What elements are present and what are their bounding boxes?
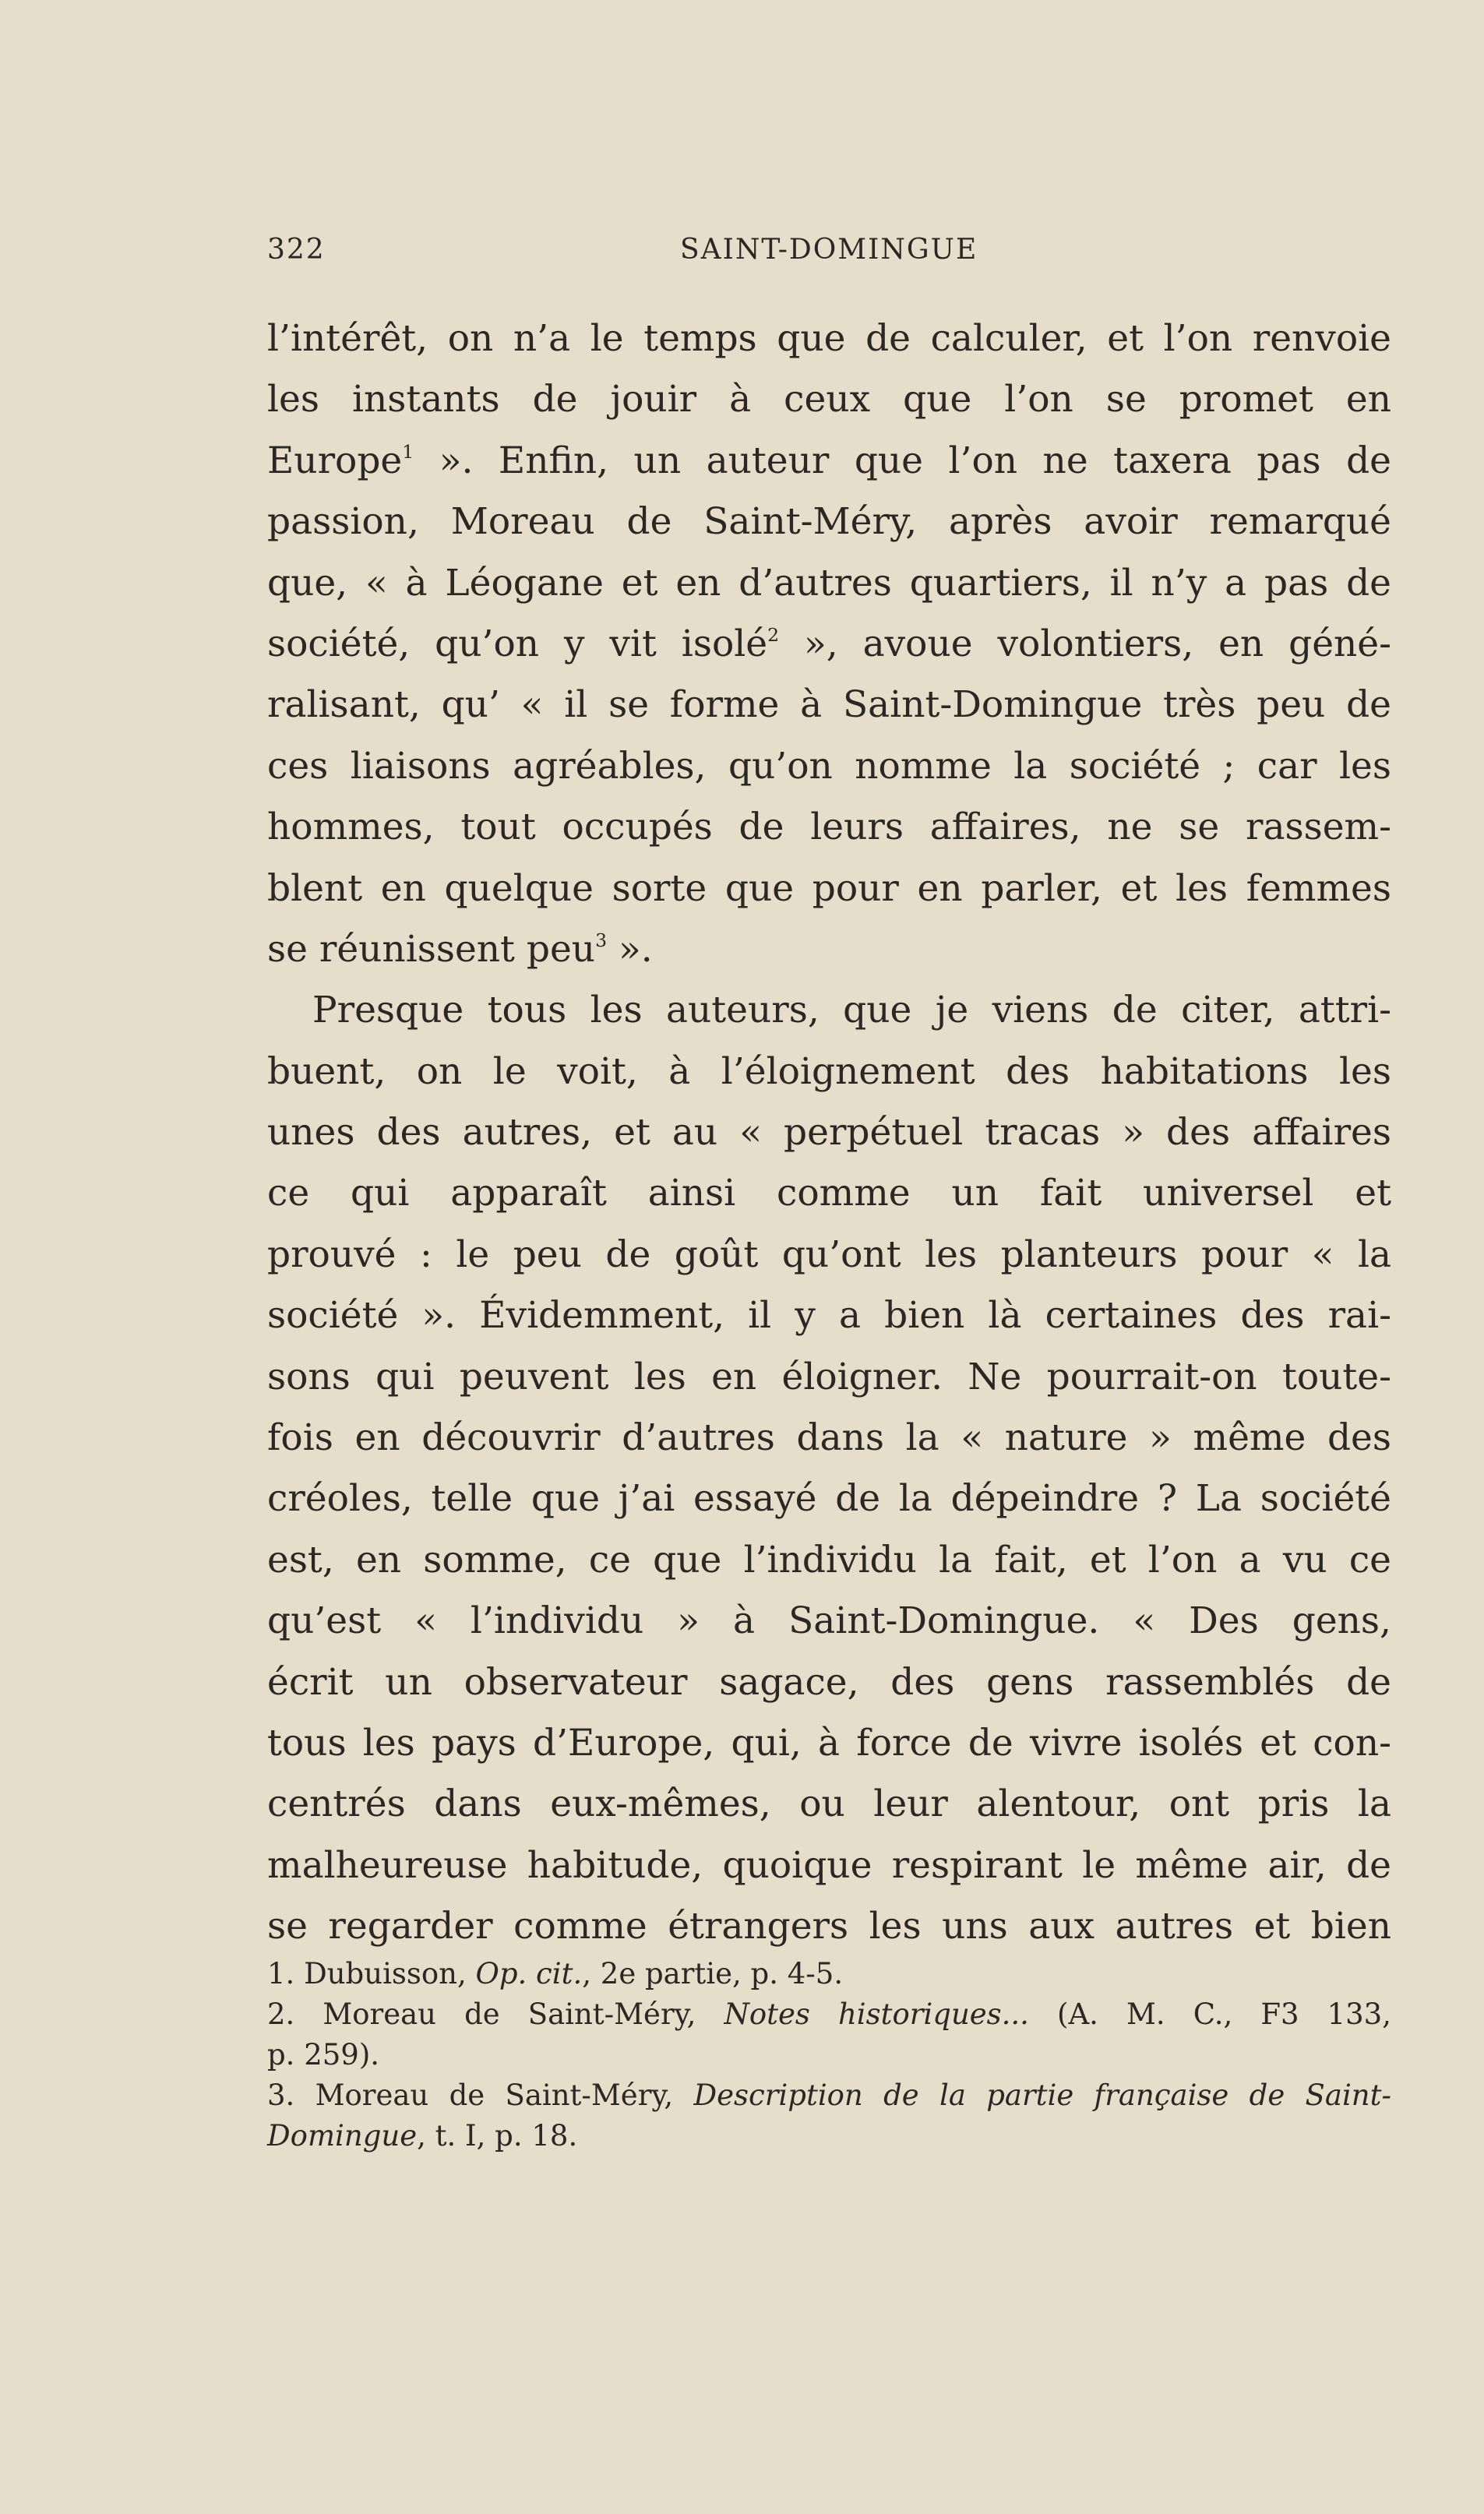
page-number: 322 (267, 234, 326, 266)
text-fragment: se réunissent peu (267, 927, 596, 971)
text-line: ce qui apparaît ainsi comme un fait universel et (267, 1172, 1391, 1215)
text-line: ces liaisons agréables, qu’on nomme la société ; car les (267, 744, 1391, 788)
text-line: créoles, telle que j’ai essayé de la dépeindre ? La société (267, 1477, 1391, 1521)
text-fragment: société, qu’on y vit isolé (267, 622, 768, 665)
footnote-italic: Domingue (267, 2119, 418, 2153)
text-line: les instants de jouir à ceux que l’on se promet en (267, 378, 1391, 421)
text-line: centrés dans eux-mêmes, ou leur alentour, ont pris la (267, 1782, 1391, 1826)
text-line: tous les pays d’Europe, qui, à force de vivre isolés et con- (267, 1721, 1391, 1765)
footnote-3-cont (267, 2116, 1391, 2156)
footnote-text: (A. M. C., F3 133, (1028, 1997, 1391, 2031)
text-line: malheureuse habitude, quoique respirant le même air, de (267, 1843, 1391, 1887)
footnote-italic: Notes historiques... (724, 1997, 1029, 2031)
footnote-2 (267, 1994, 1391, 2035)
text-line: hommes, tout occupés de leurs affaires, ne se rassem- (267, 806, 1391, 849)
footnote-italic: Op. cit. (475, 1957, 583, 1990)
text-fragment: », avoue volontiers, en géné- (779, 622, 1391, 665)
text-line: se regarder comme étrangers les uns aux autres et bien (267, 1905, 1391, 1948)
body-text (267, 309, 1391, 1958)
text-line: buent, on le voit, à l’éloignement des habitations les (267, 1049, 1391, 1093)
text-line: passion, Moreau de Saint-Méry, après avoir remarqué (267, 500, 1391, 544)
footnote-text: 3. Moreau de Saint-Méry, (267, 2079, 694, 2112)
text-line: fois en découvrir d’autres dans la « nature » même des (267, 1416, 1391, 1460)
footnotes (267, 1954, 1391, 2156)
text-line: que, « à Léogane et en d’autres quartiers, il n’y a pas de (267, 561, 1391, 605)
footnote-marker: 3 (595, 929, 608, 952)
footnote-2-cont: p. 259). (267, 2038, 380, 2071)
text-fragment: ». (607, 927, 653, 971)
footnote-text: , t. I, p. 18. (417, 2119, 578, 2153)
footnote-text: , 2e partie, p. 4-5. (582, 1957, 844, 1990)
footnote-text: 2. Moreau de Saint-Méry, (267, 1997, 724, 2031)
text-line: blent en quelque sorte que pour en parler, et les femmes (267, 866, 1391, 910)
text-line: écrit un observateur sagace, des gens rassemblés de (267, 1660, 1391, 1704)
footnote-marker: 1 (402, 440, 414, 463)
text-fragment: ». Enfin, un auteur que l’on ne taxera pas de (414, 439, 1391, 482)
text-line: sons qui peuvent les en éloigner. Ne pourrait-on toute- (267, 1355, 1391, 1398)
text-line: Presque tous les auteurs, que je viens de citer, attri- (312, 989, 1391, 1032)
footnote-text: 1. Dubuisson, (267, 1957, 476, 1990)
text-fragment: Europe (267, 439, 403, 482)
text-line (267, 614, 1391, 675)
text-line (267, 919, 1391, 980)
text-line: unes des autres, et au « perpétuel tracas » des affaires (267, 1111, 1391, 1155)
text-line: ralisant, qu’ « il se forme à Saint-Domingue très peu de (267, 683, 1391, 727)
text-line (267, 431, 1391, 492)
text-line: prouvé : le peu de goût qu’ont les planteurs pour « la (267, 1232, 1391, 1276)
text-line: est, en somme, ce que l’individu la fait, et l’on a vu ce (267, 1538, 1391, 1581)
text-line: l’intérêt, on n’a le temps que de calculer, et l’on renvoie (267, 317, 1391, 360)
footnote-3 (267, 2075, 1391, 2116)
footnote-marker: 2 (767, 624, 780, 647)
running-title: SAINT-DOMINGUE (680, 234, 978, 266)
footnote-italic: Description de la partie française de Saint- (693, 2079, 1391, 2112)
text-line: société ». Évidemment, il y a bien là certaines des rai- (267, 1294, 1391, 1338)
footnote-1 (267, 1954, 1391, 1994)
text-line: qu’est « l’individu » à Saint-Domingue. « Des gens, (267, 1599, 1391, 1643)
running-header (267, 234, 1391, 280)
